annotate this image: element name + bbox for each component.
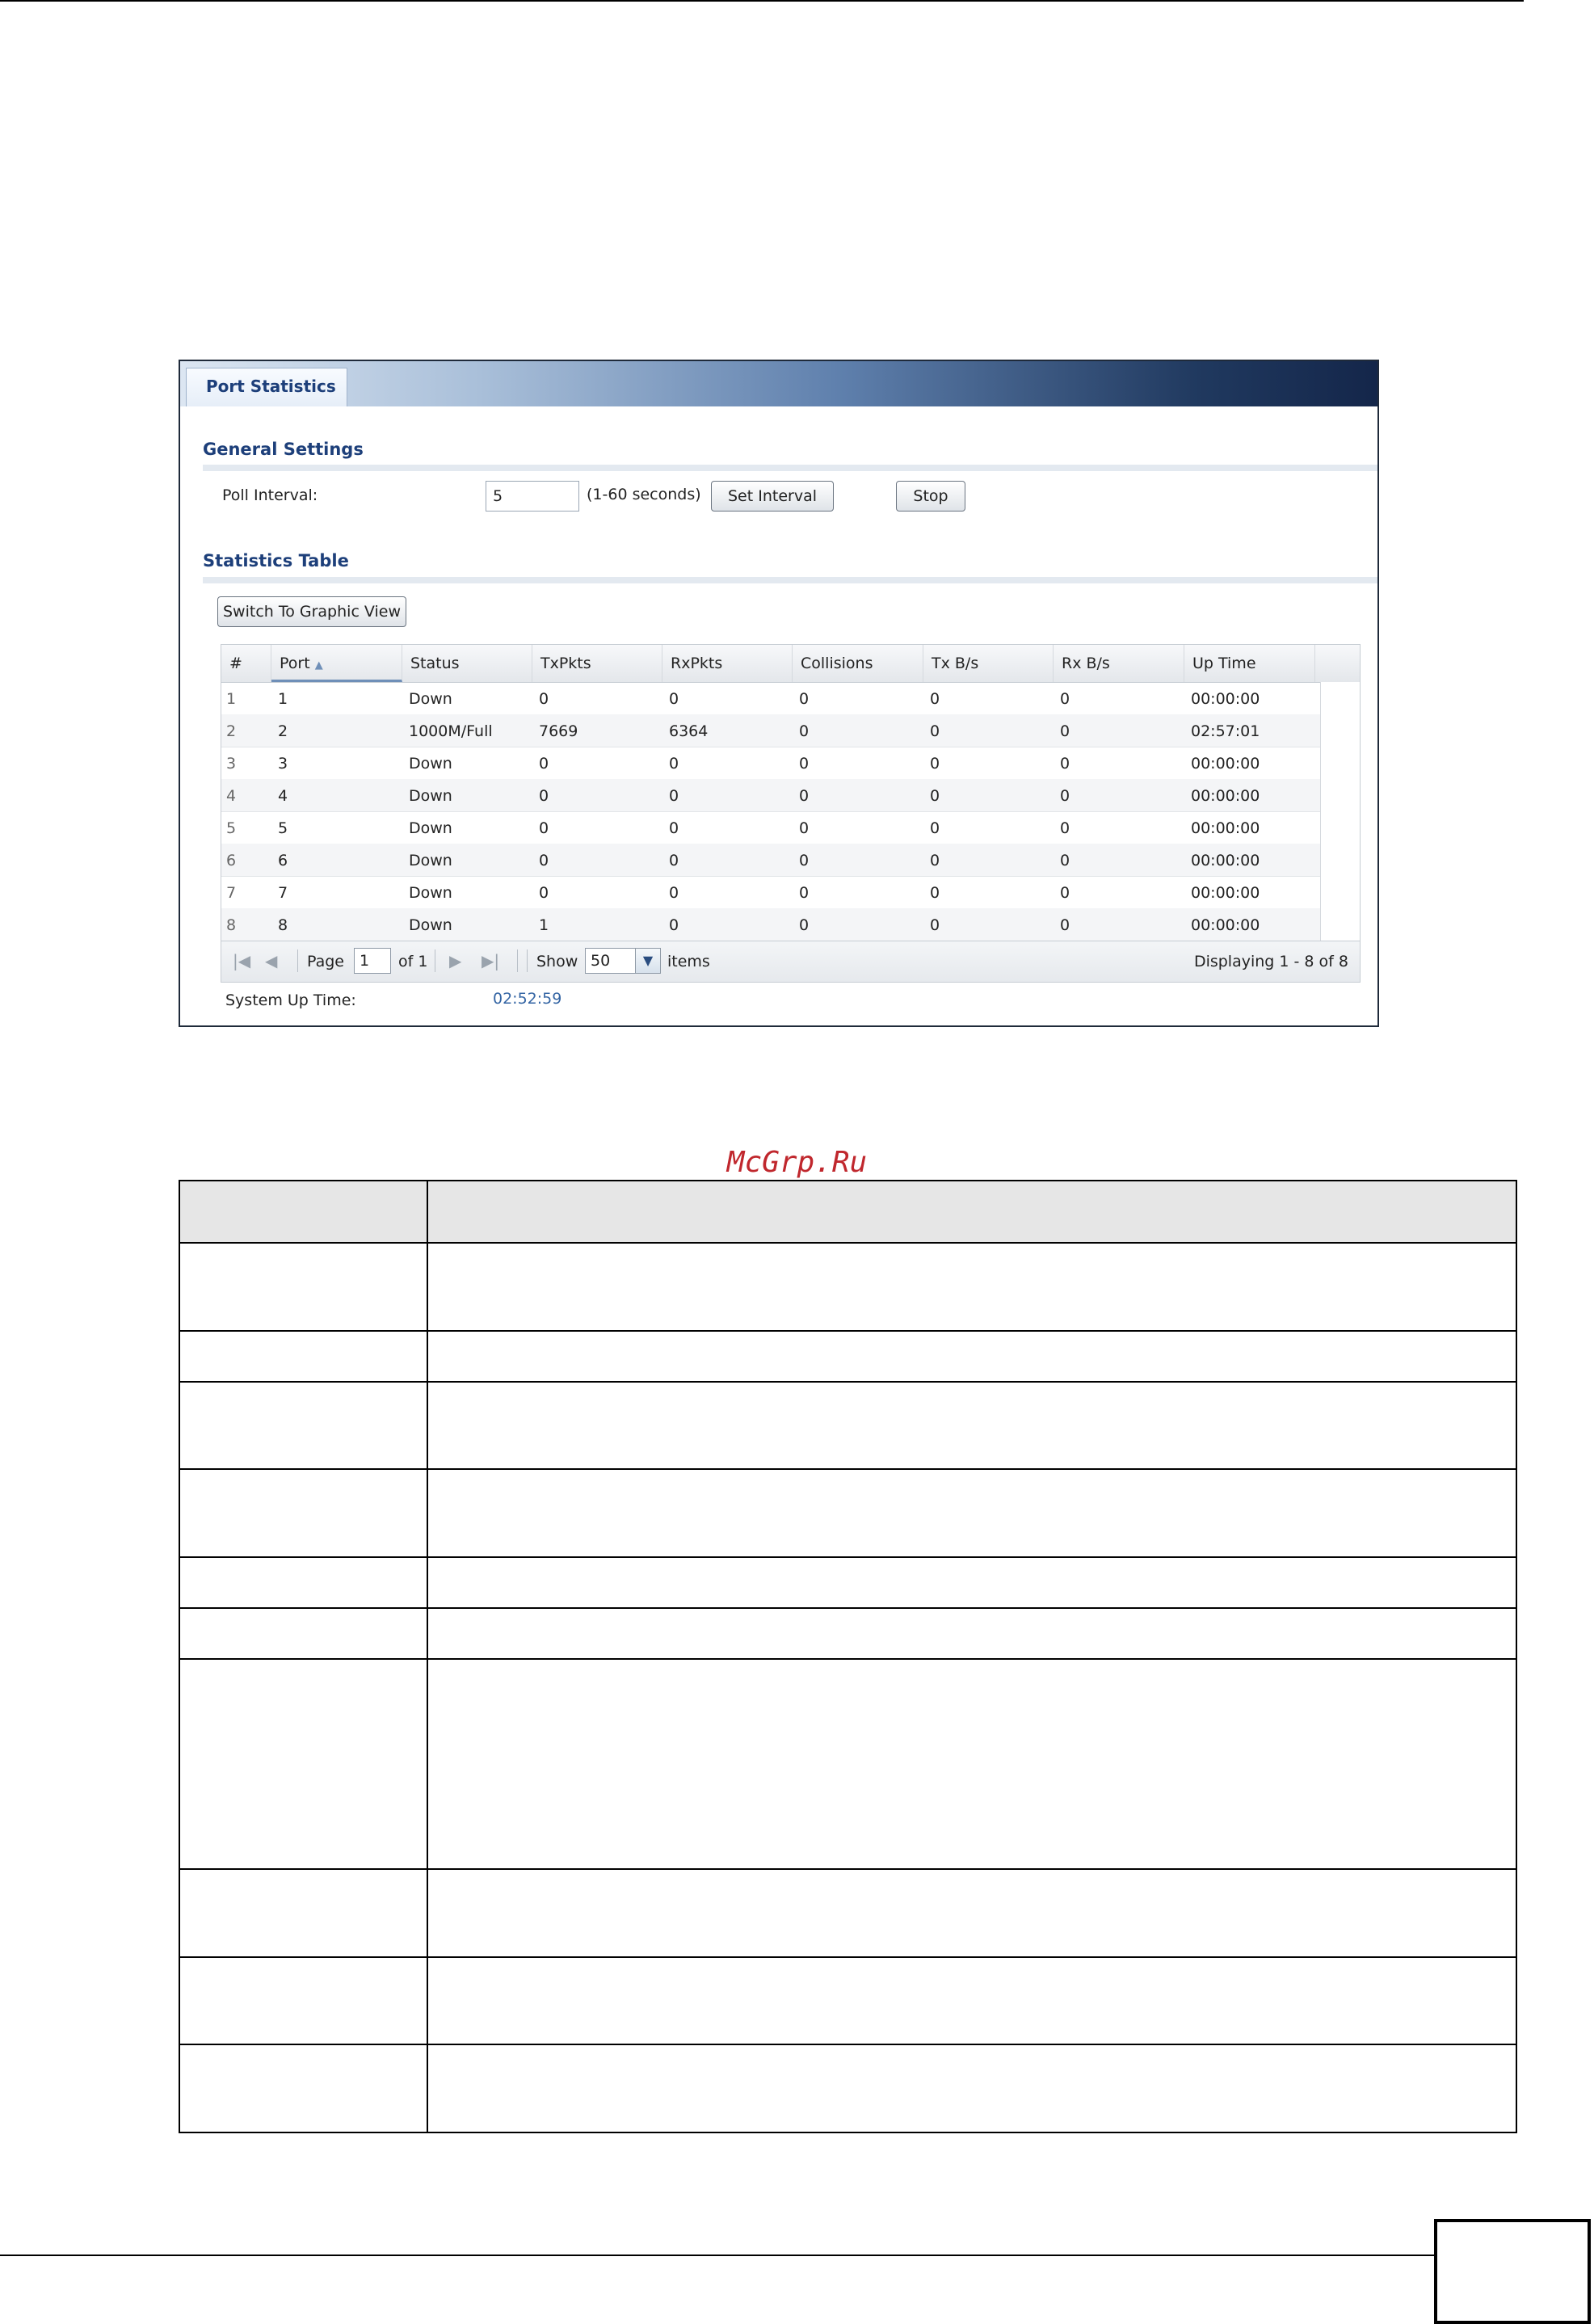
displaying-summary: Displaying 1 - 8 of 8 — [1193, 953, 1348, 970]
poll-interval-label: Poll Interval: — [222, 486, 318, 504]
cell-rxpkts: 0 — [669, 690, 679, 708]
footer-rule — [0, 2255, 1436, 2256]
show-label: Show — [536, 953, 578, 970]
cell-txpkts: 1 — [539, 916, 549, 934]
cell-index: 6 — [226, 852, 237, 869]
prev-page-icon[interactable]: ◀ — [265, 951, 278, 970]
cell-collisions: 0 — [799, 852, 810, 869]
cell-rxpkts: 0 — [669, 852, 679, 869]
cell-index: 4 — [226, 787, 237, 805]
cell-up-time: 00:00:00 — [1191, 852, 1260, 869]
col-header-index[interactable]: # — [221, 645, 271, 682]
tab-port-statistics[interactable]: Port Statistics — [186, 368, 347, 406]
cell-up-time: 00:00:00 — [1191, 884, 1260, 902]
cell-index: 5 — [226, 819, 237, 837]
table-row[interactable] — [221, 811, 1322, 844]
cell-tx-bps: 0 — [930, 690, 940, 708]
cell-status: Down — [409, 690, 452, 708]
cell-rx-bps: 0 — [1060, 819, 1070, 837]
table-column-divider — [427, 1180, 428, 2133]
grid-scroll-area[interactable] — [1320, 682, 1360, 941]
cell-port: 6 — [278, 852, 288, 869]
grid-header — [221, 645, 1360, 683]
cell-rxpkts: 0 — [669, 755, 679, 773]
cell-status: Down — [409, 852, 452, 869]
set-interval-button[interactable]: Set Interval — [711, 481, 834, 512]
table-left-border — [179, 1180, 180, 2133]
cell-index: 2 — [226, 722, 237, 740]
cell-status: Down — [409, 819, 452, 837]
cell-rx-bps: 0 — [1060, 916, 1070, 934]
cell-rxpkts: 0 — [669, 787, 679, 805]
table-row — [179, 1330, 1517, 1383]
cell-rxpkts: 6364 — [669, 722, 709, 740]
statistics-grid — [221, 644, 1361, 983]
poll-interval-input[interactable]: 5 — [486, 481, 579, 512]
col-header-rx-bps[interactable]: Rx B/s — [1054, 645, 1184, 682]
table-row[interactable] — [221, 747, 1322, 780]
sort-ascending-icon: ▲ — [314, 659, 323, 672]
cell-collisions: 0 — [799, 916, 810, 934]
cell-up-time: 00:00:00 — [1191, 787, 1260, 805]
last-page-icon[interactable]: ▶| — [482, 951, 500, 970]
statistics-table-heading: Statistics Table — [203, 551, 349, 570]
col-header-up-time[interactable]: Up Time — [1184, 645, 1315, 682]
cell-collisions: 0 — [799, 884, 810, 902]
cell-txpkts: 0 — [539, 755, 549, 773]
cell-port: 3 — [278, 755, 288, 773]
cell-tx-bps: 0 — [930, 755, 940, 773]
cell-tx-bps: 0 — [930, 852, 940, 869]
cell-status: Down — [409, 755, 452, 773]
table-row — [179, 1658, 1517, 1870]
table-row[interactable] — [221, 908, 1322, 941]
table-row — [179, 1242, 1517, 1332]
cell-rx-bps: 0 — [1060, 690, 1070, 708]
watermark-text: McGrp.Ru — [726, 1146, 868, 1179]
items-label: items — [667, 953, 710, 970]
general-settings-heading: General Settings — [203, 440, 364, 459]
cell-collisions: 0 — [799, 722, 810, 740]
cell-rx-bps: 0 — [1060, 755, 1070, 773]
cell-rx-bps: 0 — [1060, 884, 1070, 902]
cell-tx-bps: 0 — [930, 722, 940, 740]
cell-up-time: 00:00:00 — [1191, 755, 1260, 773]
col-header-collisions[interactable]: Collisions — [793, 645, 923, 682]
first-page-icon[interactable]: |◀ — [233, 951, 251, 970]
table-row[interactable] — [221, 844, 1322, 877]
table-row — [179, 1956, 1517, 2045]
cell-txpkts: 0 — [539, 884, 549, 902]
table-row[interactable] — [221, 682, 1322, 715]
cell-index: 8 — [226, 916, 237, 934]
cell-index: 3 — [226, 755, 237, 773]
statistics-table-rule — [203, 577, 1377, 583]
table-row — [179, 1607, 1517, 1660]
cell-status: Down — [409, 884, 452, 902]
table-row — [179, 1556, 1517, 1609]
cell-collisions: 0 — [799, 755, 810, 773]
pager-separator — [527, 949, 528, 972]
cell-status: Down — [409, 916, 452, 934]
pager-separator — [297, 949, 298, 972]
col-header-tx-bps[interactable]: Tx B/s — [923, 645, 1054, 682]
table-right-border — [1516, 1180, 1517, 2133]
cell-port: 8 — [278, 916, 288, 934]
cell-collisions: 0 — [799, 787, 810, 805]
cell-tx-bps: 0 — [930, 916, 940, 934]
page-label: Page — [307, 953, 344, 970]
table-row[interactable] — [221, 714, 1322, 747]
cell-tx-bps: 0 — [930, 819, 940, 837]
table-row — [179, 2044, 1517, 2133]
page-size-select[interactable] — [585, 948, 661, 974]
table-row — [179, 1868, 1517, 1958]
poll-interval-range-hint: (1-60 seconds) — [587, 486, 701, 503]
cell-port: 4 — [278, 787, 288, 805]
cell-up-time: 00:00:00 — [1191, 916, 1260, 934]
cell-rx-bps: 0 — [1060, 852, 1070, 869]
cell-txpkts: 0 — [539, 690, 549, 708]
general-settings-rule — [203, 465, 1377, 471]
tab-bar — [180, 361, 1377, 406]
cell-port: 5 — [278, 819, 288, 837]
table-bottom-rule — [179, 2132, 1517, 2133]
cell-up-time: 00:00:00 — [1191, 690, 1260, 708]
switch-to-graphic-view-button[interactable]: Switch To Graphic View — [217, 596, 406, 627]
cell-txpkts: 0 — [539, 852, 549, 869]
cell-port: 2 — [278, 722, 288, 740]
table-row[interactable] — [221, 779, 1322, 812]
cell-rx-bps: 0 — [1060, 787, 1070, 805]
cell-status: 1000M/Full — [409, 722, 493, 740]
cell-tx-bps: 0 — [930, 787, 940, 805]
system-up-time-value: 02:52:59 — [493, 990, 562, 1008]
table-header-row — [179, 1180, 1517, 1244]
col-header-txpkts[interactable]: TxPkts — [532, 645, 662, 682]
table-row — [179, 1381, 1517, 1470]
cell-index: 7 — [226, 884, 237, 902]
cell-up-time: 00:00:00 — [1191, 819, 1260, 837]
stop-button[interactable]: Stop — [896, 481, 965, 512]
cell-tx-bps: 0 — [930, 884, 940, 902]
cell-rxpkts: 0 — [669, 884, 679, 902]
cell-rxpkts: 0 — [669, 819, 679, 837]
table-row[interactable] — [221, 876, 1322, 909]
col-header-rxpkts[interactable]: RxPkts — [662, 645, 793, 682]
cell-collisions: 0 — [799, 690, 810, 708]
page-number-input[interactable]: 1 — [354, 948, 391, 974]
cell-txpkts: 0 — [539, 787, 549, 805]
page-total-label: of 1 — [398, 953, 428, 970]
pager-separator — [517, 949, 518, 972]
grid-pager — [221, 941, 1360, 982]
page-number-box — [1434, 2219, 1591, 2324]
cell-txpkts: 0 — [539, 819, 549, 837]
cell-port: 1 — [278, 690, 288, 708]
table-row — [179, 1468, 1517, 1558]
cell-index: 1 — [226, 690, 237, 708]
cell-rxpkts: 0 — [669, 916, 679, 934]
page-size-value: 50 — [591, 952, 611, 970]
system-up-time-label: System Up Time: — [225, 991, 356, 1009]
cell-collisions: 0 — [799, 819, 810, 837]
cell-status: Down — [409, 787, 452, 805]
next-page-icon[interactable]: ▶ — [449, 951, 462, 970]
header-rule — [0, 0, 1524, 2]
cell-rx-bps: 0 — [1060, 722, 1070, 740]
chevron-down-icon[interactable]: ▼ — [635, 949, 660, 973]
col-header-port[interactable]: Port ▲ — [271, 645, 402, 682]
port-statistics-screenshot — [179, 360, 1379, 1027]
cell-txpkts: 7669 — [539, 722, 578, 740]
cell-port: 7 — [278, 884, 288, 902]
col-header-status[interactable]: Status — [402, 645, 532, 682]
cell-up-time: 02:57:01 — [1191, 722, 1260, 740]
